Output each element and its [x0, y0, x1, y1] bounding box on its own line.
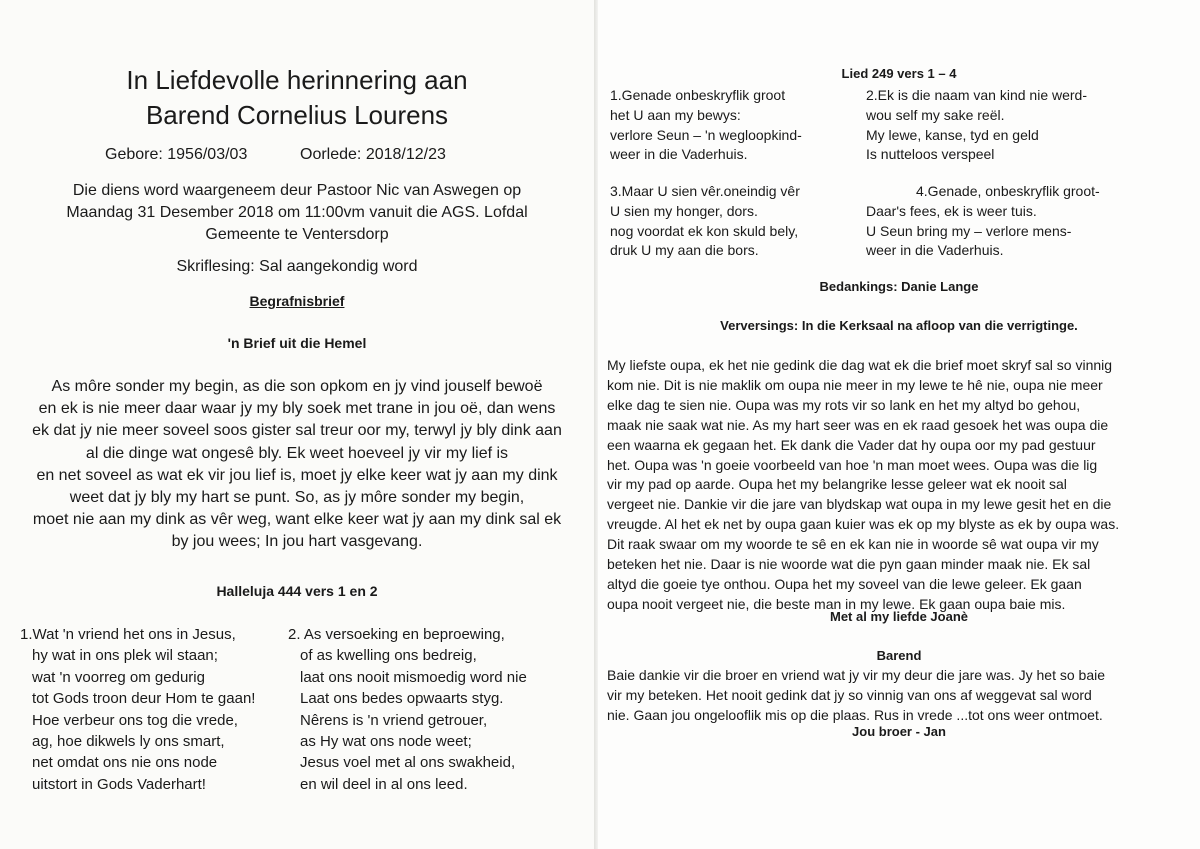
letter-heading: Begrafnisbrief	[249, 293, 345, 309]
poem-line: al die dinge wat ongesê bly. Ek weet hoeveel jy vir my lief is	[85, 444, 509, 462]
service-line: Maandag 31 Desember 2018 om 11:00vm vanuit die AGS. Lofdal	[66, 204, 528, 221]
letter-subtitle: 'n Brief uit die Hemel	[227, 335, 367, 351]
tribute-line: My liefste oupa, ek het nie gedink die dag wat ek die brief moet skryf sal so vinnig	[607, 357, 1113, 373]
verse-line: druk U my aan die bors.	[610, 242, 759, 259]
verse-line: weer in die Vaderhuis.	[610, 146, 748, 163]
poem-line: en net soveel as wat ek vir jou lief is, moet jy elke keer wat jy aan my dink	[36, 466, 558, 484]
verse-line: laat ons nooit mismoedig word nie	[300, 668, 527, 686]
scripture-reading: Skriflesing: Sal aangekondig word	[176, 258, 418, 275]
brother-tribute	[607, 666, 1105, 726]
refreshments-note: Verversings: In die Kerksaal na afloop van die verrigtinge.	[720, 318, 1078, 333]
tribute-line: beteken het nie. Daar is nie woorde wat die pyn gaan minder maak nie. Ek sal	[607, 556, 1091, 573]
verse-line: wou self my sake reël.	[866, 106, 1005, 123]
signature-jan: Jou broer - Jan	[852, 724, 946, 739]
poem-line: by jou wees; In jou hart vasgevang.	[171, 533, 423, 551]
song-title: Lied 249 vers 1 – 4	[841, 66, 957, 81]
verse-line: hy wat in ons plek wil staan;	[32, 647, 218, 665]
song-verse-4	[866, 182, 1100, 261]
verse-line: tot Gods troon deur Hom te gaan!	[32, 690, 256, 708]
poem-line: moet nie aan my dink as vêr weg, want elke keer wat jy aan my dink sal ek	[32, 511, 562, 529]
poem-line: weet dat jy bly my hart se punt. So, as jy môre sonder my begin,	[69, 489, 525, 507]
tribute-line: vreugde. Al het ek net by oupa gaan kuier was ek op my blyste as ek by oupa was.	[607, 516, 1120, 533]
service-line: Die diens word waargeneem deur Pastoor Nic van Aswegen op	[72, 182, 522, 199]
tribute-line: nie. Gaan jou ongelooflik mis op die plaas. Rus in vrede ...tot ons weer ontmoet.	[607, 706, 1103, 723]
verse-line: Jesus voel met al ons swakheid,	[300, 754, 516, 772]
verse-line: Is nutteloos verspeel	[866, 146, 995, 163]
deceased-name: Barend Cornelius Lourens	[145, 100, 449, 130]
verse-line: 4.Genade, onbeskryflik groot-	[916, 183, 1100, 199]
tribute-line: een waarna ek gegaan het. Ek dank die Vader dat hy oupa oor my pad gestuur	[607, 436, 1096, 453]
letter-poem	[0, 376, 594, 554]
verse-line: en wil deel in al ons leed.	[300, 775, 468, 793]
verse-line: Laat ons bedes opwaarts styg.	[300, 690, 504, 708]
verse-line: verlore Seun – 'n wegloopkind-	[610, 126, 802, 143]
service-details	[0, 180, 594, 246]
memorial-title: In Liefdevolle herinnering aan	[126, 65, 468, 95]
tribute-line: vergeet nie. Dankie vir die jare van blydskap wat oupa in my lewe gesit het en die	[607, 496, 1112, 513]
verse-line: as Hy wat ons node weet;	[300, 733, 472, 751]
signature-joane: Met al my liefde Joanè	[830, 609, 968, 624]
verse-line: 2. As versoeking en beproewing,	[288, 626, 505, 643]
tribute-line: elke dag te sien nie. Oupa was my rots vir so lank en het my altyd bo gehou,	[607, 396, 1081, 413]
verse-line: My lewe, kanse, tyd en geld	[866, 126, 1039, 143]
tribute-line: vir my beteken. Het nooit gedink dat jy so vinnig van ons af weggevat sal word	[607, 686, 1092, 703]
verse-line: 3.Maar U sien vêr.oneindig vêr	[610, 183, 800, 199]
service-line: Gemeente te Ventersdorp	[205, 226, 389, 243]
song-verse-3	[610, 182, 800, 261]
verse-line: Nêrens is 'n vriend getrouer,	[300, 711, 488, 729]
verse-line: net omdat ons nie ons node	[32, 754, 218, 772]
tribute-line: vir my pad op aarde. Oupa het my belangrike lesse geleer wat ek nooit sal	[607, 476, 1067, 493]
verse-line: het U aan my bewys:	[610, 106, 741, 123]
verse-line: 1.Genade onbeskryflik groot	[610, 87, 786, 103]
verse-line: Daar's fees, ek is weer tuis.	[866, 202, 1037, 219]
tribute-line: Baie dankie vir die broer en vriend wat jy vir my deur die jare was. Jy het so baie	[607, 667, 1106, 683]
poem-line: As môre sonder my begin, as die son opkom en jy vind jouself bewoë	[51, 378, 543, 395]
hymn-verse-2	[288, 624, 527, 795]
tribute-line: Dit raak swaar om my woorde te sê en ek kan nie in woorde sê wat oupa vir my	[607, 536, 1099, 553]
hymn-verse-1	[20, 624, 255, 795]
death-date: Oorlede: 2018/12/23	[300, 146, 446, 163]
acknowledgements: Bedankings: Danie Lange	[819, 279, 979, 294]
granddaughter-tribute	[607, 356, 1119, 615]
tribute-line: het. Oupa was 'n goeie voorbeeld van hoe 'n man moet wees. Oupa was die lig	[607, 456, 1098, 473]
birth-date: Gebore: 1956/03/03	[105, 146, 248, 163]
poem-line: ek dat jy nie meer soveel soos gister sal treur oor my, terwyl jy bly dink aan	[32, 422, 562, 440]
tribute-line: oupa nooit vergeet nie, die beste man in my lewe. Ek gaan oupa baie mis.	[607, 595, 1066, 612]
verse-line: U sien my honger, dors.	[610, 202, 758, 219]
verse-line: wat 'n voorreg om gedurig	[32, 668, 205, 686]
verse-line: 2.Ek is die naam van kind nie werd-	[866, 87, 1087, 103]
verse-line: ag, hoe dikwels ly ons smart,	[32, 733, 225, 751]
hymn-title: Halleluja 444 vers 1 en 2	[216, 583, 378, 599]
verse-line: of as kwelling ons bedreig,	[300, 647, 477, 665]
song-verse-1	[610, 86, 802, 165]
verse-line: 1.Wat 'n vriend het ons in Jesus,	[20, 626, 236, 643]
tribute-line: kom nie. Dit is nie maklik om oupa nie meer in my lewe te hê nie, oupa nie meer	[607, 376, 1103, 393]
verse-line: Hoe verbeur ons tog die vrede,	[32, 711, 238, 729]
tribute-line: altyd die goeie tye onthou. Oupa het my soveel van die lewe geleer. Ek gaan	[607, 575, 1082, 592]
verse-line: weer in die Vaderhuis.	[866, 242, 1004, 259]
poem-line: en ek is nie meer daar waar jy my bly soek met trane in jou oë, dan wens	[38, 400, 556, 418]
tribute-line: maak nie saak wat nie. As my hart seer was en ek raad gesoek het was oupa die	[607, 416, 1109, 433]
brother-tribute-heading: Barend	[876, 648, 922, 663]
verse-line: nog voordat ek kon skuld bely,	[610, 222, 799, 239]
verse-line: uitstort in Gods Vaderhart!	[32, 775, 206, 793]
song-verse-2	[866, 86, 1087, 165]
verse-line: U Seun bring my – verlore mens-	[866, 222, 1072, 239]
